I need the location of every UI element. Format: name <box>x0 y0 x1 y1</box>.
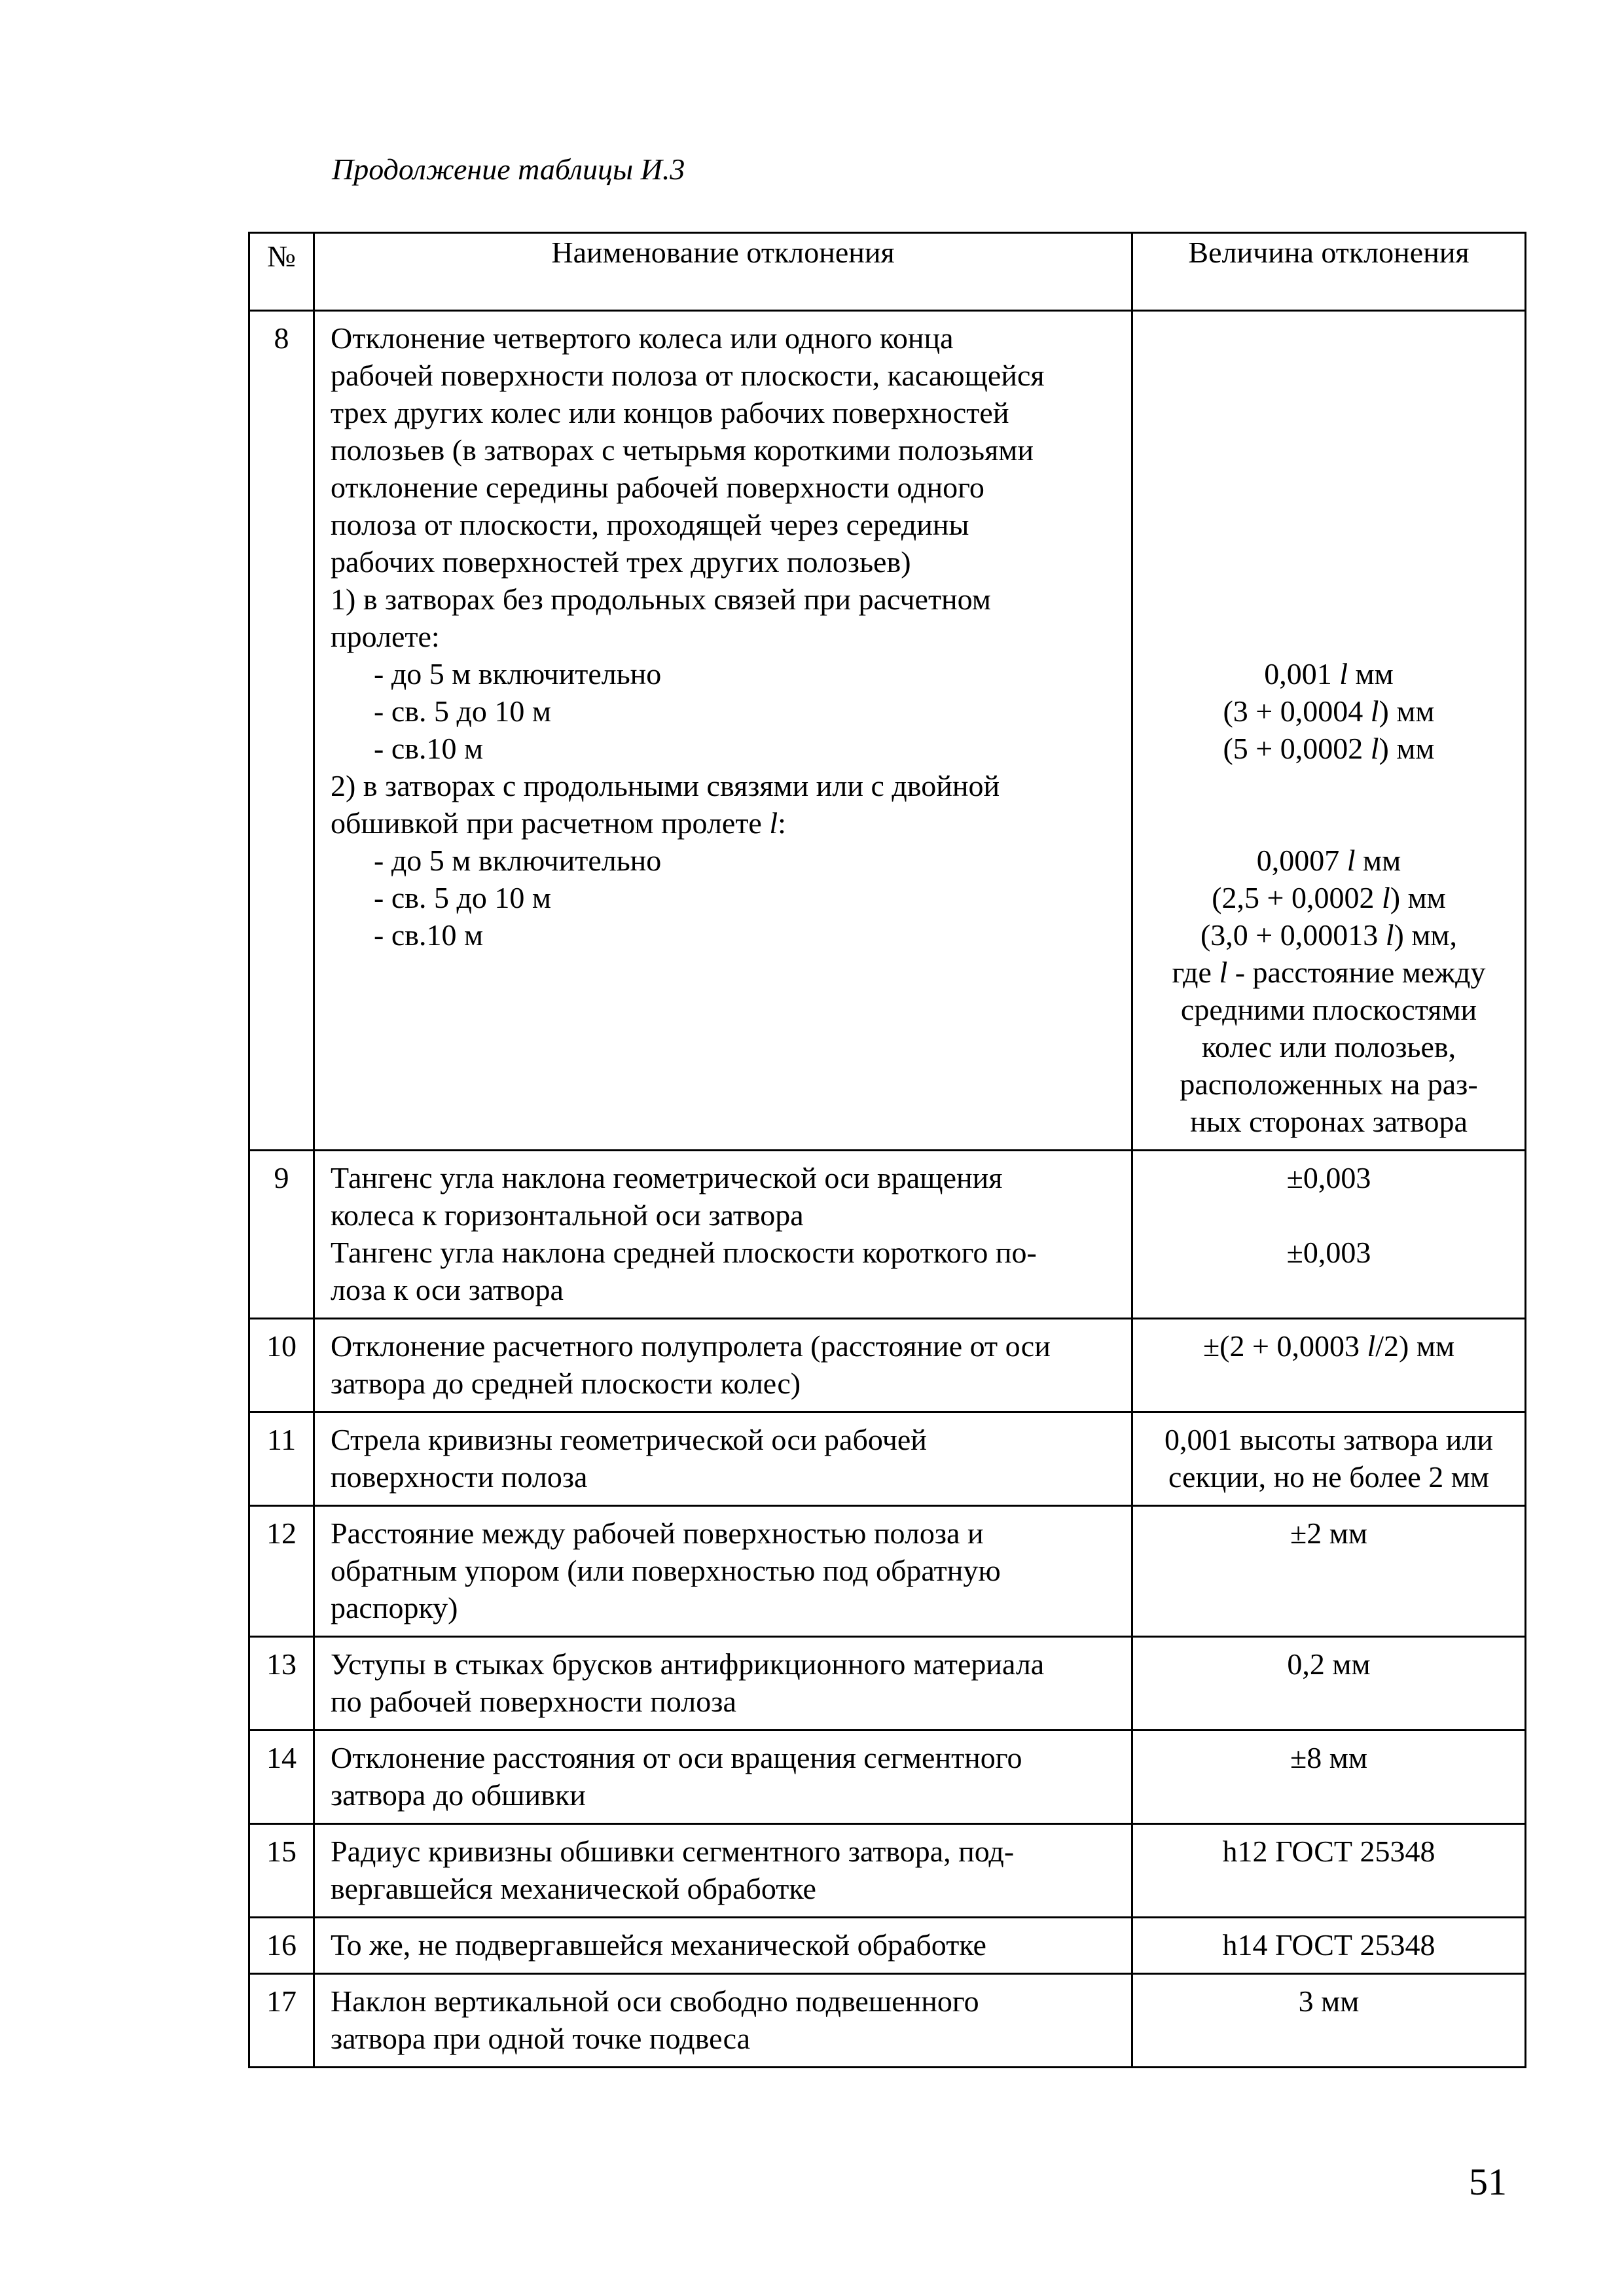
row-value-line: (3 + 0,0004 l) мм <box>1223 694 1435 728</box>
table-row <box>249 1637 1526 1731</box>
row-number: 11 <box>249 1412 314 1506</box>
row-value <box>1132 1506 1526 1637</box>
row-number: 15 <box>249 1824 314 1918</box>
table-row <box>249 1731 1526 1824</box>
row-name <box>314 1412 1132 1506</box>
row-value-line: h14 ГОСТ 25348 <box>1222 1928 1435 1962</box>
row-name-line: - до 5 м включительно <box>374 657 662 691</box>
row-value-line: ±0,003 <box>1286 1236 1371 1269</box>
row-value <box>1132 1151 1526 1319</box>
row-value-line: (2,5 + 0,0002 l) мм <box>1212 881 1446 914</box>
row-value-line: 3 мм <box>1298 1984 1360 2018</box>
row-name-line: по рабочей поверхности полоза <box>331 1685 736 1718</box>
row-name <box>314 1637 1132 1731</box>
row-name-line: 1) в затворах без продольных связей при расчетном <box>331 583 991 616</box>
row-name-line: отклонение середины рабочей поверхности одного <box>331 471 984 504</box>
row-name-line: полоза от плоскости, проходящей через середины <box>331 508 969 541</box>
row-number: 16 <box>249 1918 314 1974</box>
row-value-line: ±0,003 <box>1286 1161 1371 1194</box>
table-row <box>249 1974 1526 2068</box>
row-value <box>1132 1637 1526 1731</box>
row-name-line: поверхности полоза <box>331 1460 588 1494</box>
row-number: 9 <box>249 1151 314 1319</box>
table-row <box>249 1151 1526 1319</box>
table-row <box>249 1506 1526 1637</box>
row-value-line: 0,0007 l мм <box>1256 844 1401 877</box>
row-value-line: ±2 мм <box>1290 1516 1367 1550</box>
header-number: № <box>249 233 314 311</box>
row-name-line: Расстояние между рабочей поверхностью полоза и <box>331 1516 984 1550</box>
row-number: 17 <box>249 1974 314 2068</box>
row-name-line: То же, не подвергавшейся механической обработке <box>331 1928 986 1962</box>
row-name <box>314 1974 1132 2068</box>
row-value-line: колес или полозьев, <box>1201 1030 1456 1064</box>
row-name-line: Тангенс угла наклона геометрической оси вращения <box>331 1161 1003 1194</box>
row-name-line: - до 5 м включительно <box>374 844 662 877</box>
row-value-line: ±(2 + 0,0003 l/2) мм <box>1202 1329 1455 1363</box>
row-value-line: секции, но не более 2 мм <box>1168 1460 1490 1494</box>
row-name <box>314 1731 1132 1824</box>
row-value-line: (3,0 + 0,00013 l) мм, <box>1200 918 1458 952</box>
page-number: 51 <box>1469 2161 1507 2203</box>
row-name <box>314 1319 1132 1412</box>
row-value <box>1132 1319 1526 1412</box>
row-value-line: 0,001 высоты затвора или <box>1164 1423 1493 1456</box>
row-name-line: лоза к оси затвора <box>331 1273 564 1306</box>
row-name <box>314 1506 1132 1637</box>
row-name-line: - св. 5 до 10 м <box>374 881 551 914</box>
row-name-line: распорку) <box>331 1591 458 1624</box>
row-value-line: 0,2 мм <box>1287 1647 1371 1681</box>
row-number: 10 <box>249 1319 314 1412</box>
row-number: 12 <box>249 1506 314 1637</box>
table-row <box>249 311 1526 1151</box>
row-name-line: трех других колес или концов рабочих поверхностей <box>331 396 1009 429</box>
row-name-line: вергавшейся механической обработке <box>331 1872 816 1905</box>
row-value-line: средними плоскостями <box>1180 993 1477 1026</box>
row-name <box>314 1151 1132 1319</box>
row-name-line: - св.10 м <box>374 918 484 952</box>
row-name-line: затвора до средней плоскости колес) <box>331 1367 801 1400</box>
header-value: Величина отклонения <box>1132 233 1526 311</box>
table-header-row <box>249 233 1526 311</box>
row-name <box>314 311 1132 1151</box>
row-value <box>1132 1824 1526 1918</box>
row-name <box>314 1824 1132 1918</box>
row-name-line: рабочей поверхности полоза от плоскости, касающейся <box>331 359 1045 392</box>
row-name-line: Наклон вертикальной оси свободно подвешенного <box>331 1984 979 2018</box>
row-name-line: Радиус кривизны обшивки сегментного затвора, под- <box>331 1835 1015 1868</box>
row-name-line: затвора до обшивки <box>331 1778 586 1812</box>
row-value-line: (5 + 0,0002 l) мм <box>1223 732 1435 765</box>
row-value-line: ±8 мм <box>1290 1741 1367 1774</box>
row-value <box>1132 1974 1526 2068</box>
row-name-line: Отклонение четвертого колеса или одного конца <box>331 321 954 355</box>
header-name: Наименование отклонения <box>314 233 1132 311</box>
row-value <box>1132 1412 1526 1506</box>
row-value-line: где l - расстояние между <box>1172 956 1486 989</box>
row-name-line: Уступы в стыках брусков антифрикционного материала <box>331 1647 1045 1681</box>
row-value-line: h12 ГОСТ 25348 <box>1222 1835 1435 1868</box>
row-name-line: Отклонение расстояния от оси вращения сегментного <box>331 1741 1022 1774</box>
row-name <box>314 1918 1132 1974</box>
table-row <box>249 1412 1526 1506</box>
table-row <box>249 1824 1526 1918</box>
row-name-line: Тангенс угла наклона средней плоскости короткого по- <box>331 1236 1037 1269</box>
row-value <box>1132 1918 1526 1974</box>
row-name-line: Отклонение расчетного полупролета (расстояние от оси <box>331 1329 1051 1363</box>
row-number: 13 <box>249 1637 314 1731</box>
row-name-line: - св. 5 до 10 м <box>374 694 551 728</box>
row-name-line: Стрела кривизны геометрической оси рабочей <box>331 1423 927 1456</box>
table-row <box>249 1319 1526 1412</box>
row-name-line: - св.10 м <box>374 732 484 765</box>
row-name-line: обшивкой при расчетном пролете l: <box>331 806 786 840</box>
row-name-line: затвора при одной точке подвеса <box>331 2022 751 2055</box>
table-caption: Продолжение таблицы И.3 <box>332 152 685 186</box>
row-value <box>1132 1731 1526 1824</box>
row-name-line: колеса к горизонтальной оси затвора <box>331 1198 804 1232</box>
row-number: 14 <box>249 1731 314 1824</box>
row-name-line: 2) в затворах с продольными связями или с двойной <box>331 769 1000 802</box>
row-value-line: расположенных на раз- <box>1180 1067 1478 1101</box>
row-name-line: обратным упором (или поверхностью под обратную <box>331 1554 1001 1587</box>
table-row <box>249 1918 1526 1974</box>
row-value-line: 0,001 l мм <box>1264 657 1394 691</box>
row-name-line: полозьев (в затворах с четырьмя короткими полозьями <box>331 433 1034 467</box>
deviations-table <box>248 232 1526 2068</box>
row-name-line: рабочих поверхностей трех других полозьев) <box>331 545 911 579</box>
row-value-line: ных сторонах затвора <box>1190 1105 1468 1138</box>
row-name-line: пролете: <box>331 620 440 653</box>
row-value <box>1132 311 1526 1151</box>
row-number: 8 <box>249 311 314 1151</box>
